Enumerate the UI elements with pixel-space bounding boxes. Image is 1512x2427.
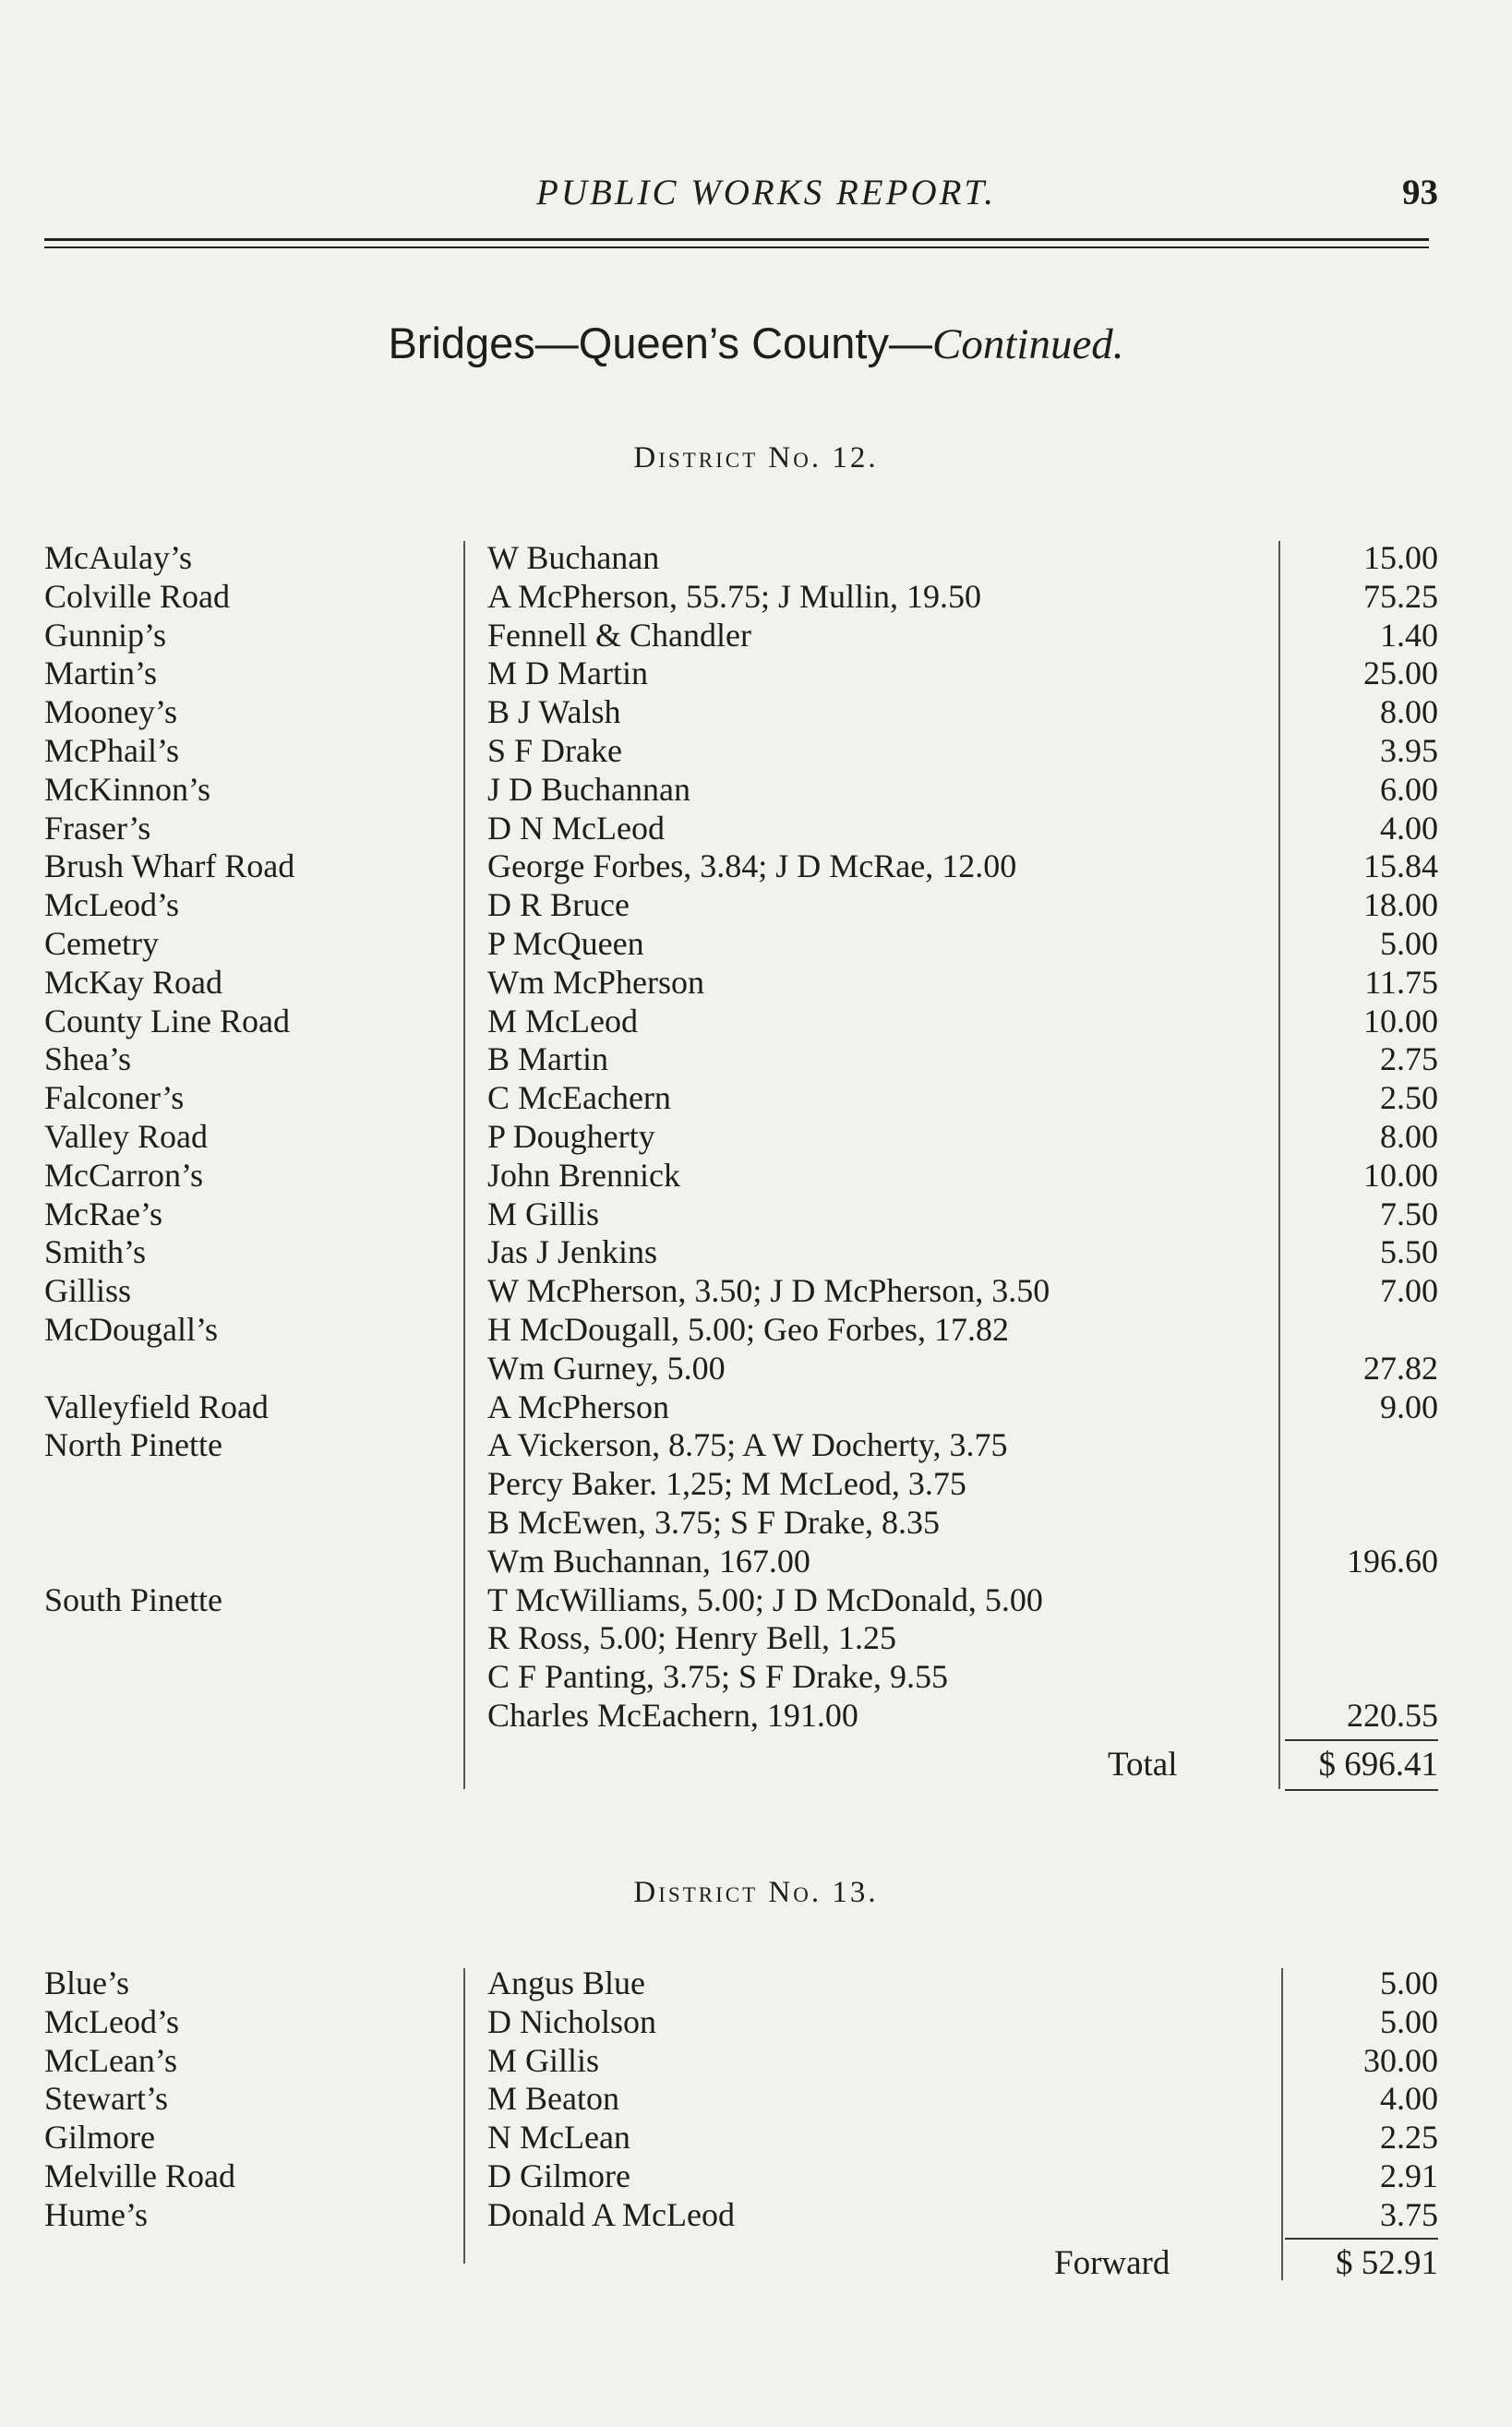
- ledger-row: [44, 1195, 1438, 1234]
- amount: 4.00: [1380, 809, 1438, 847]
- amount: 8.00: [1380, 693, 1438, 731]
- ledger-row: [44, 1658, 1438, 1697]
- ledger-row: [44, 1504, 1438, 1543]
- amount: 2.75: [1380, 1040, 1438, 1078]
- contractor-name: Jas J Jenkins: [487, 1233, 658, 1271]
- ledger-row: [44, 693, 1438, 732]
- section-title-main: Bridges—Queen’s County—: [388, 318, 932, 367]
- contractor-name: S F Drake: [487, 731, 622, 769]
- amount: 4.00: [1380, 2080, 1438, 2118]
- ledger-row: [44, 886, 1438, 925]
- contractor-name: Fennell & Chandler: [487, 616, 751, 654]
- amount: 7.50: [1380, 1195, 1438, 1232]
- amount: 5.00: [1380, 1964, 1438, 2001]
- contractor-name: D Gilmore: [487, 2157, 630, 2194]
- bridge-name: Stewart’s: [44, 2080, 168, 2118]
- total-amount: $ 696.41: [1318, 1746, 1438, 1784]
- amount: 30.00: [1363, 2041, 1438, 2079]
- page-number: 93: [1402, 173, 1438, 212]
- contractor-name: A McPherson: [487, 1388, 669, 1425]
- contractor-name: P McQueen: [487, 924, 644, 962]
- ledger-row: [44, 2042, 1438, 2081]
- ledger-row: [44, 925, 1438, 964]
- district-13-heading: District No. 13.: [633, 1876, 879, 1909]
- bridge-name: McRae’s: [44, 1195, 162, 1232]
- contractor-name: W Buchanan: [487, 539, 660, 576]
- contractor-name: B McEwen, 3.75; S F Drake, 8.35: [487, 1503, 940, 1541]
- contractor-name: John Brennick: [487, 1156, 680, 1194]
- district-12-total-underline: [1285, 1789, 1438, 1791]
- ledger-row: [44, 1426, 1438, 1465]
- bridge-name: Brush Wharf Road: [44, 847, 295, 885]
- amount: 2.91: [1380, 2157, 1438, 2194]
- ledger-row: [44, 1079, 1438, 1118]
- ledger-row: [44, 771, 1438, 810]
- contractor-name: R Ross, 5.00; Henry Bell, 1.25: [487, 1619, 897, 1657]
- ledger-row: [44, 1157, 1438, 1195]
- bridge-name: Shea’s: [44, 1040, 131, 1078]
- district-12-sum-rule: [1285, 1739, 1438, 1741]
- amount: 5.00: [1380, 2002, 1438, 2040]
- contractor-name: Percy Baker. 1,25; M McLeod, 3.75: [487, 1465, 966, 1503]
- contractor-name: Wm Buchannan, 167.00: [487, 1542, 810, 1580]
- forward-label: Forward: [1054, 2244, 1170, 2282]
- ledger-row: [44, 1233, 1438, 1272]
- bridge-name: Valleyfield Road: [44, 1388, 269, 1425]
- contractor-name: P Dougherty: [487, 1117, 655, 1155]
- running-head: PUBLIC WORKS REPORT.: [536, 173, 996, 212]
- contractor-name: Charles McEachern, 191.00: [487, 1696, 858, 1734]
- bridge-name: North Pinette: [44, 1426, 222, 1464]
- ledger-row: [44, 810, 1438, 848]
- amount: 5.50: [1380, 1233, 1438, 1271]
- bridge-name: Smith’s: [44, 1233, 147, 1271]
- ledger-row: [44, 539, 1438, 578]
- ledger-row: [44, 1040, 1438, 1079]
- ledger-row: [44, 2119, 1438, 2157]
- contractor-name: Wm McPherson: [487, 963, 704, 1001]
- ledger-row: [44, 1388, 1438, 1427]
- ledger-row: [44, 1003, 1438, 1041]
- bridge-name: Cemetry: [44, 924, 159, 962]
- ledger-row: [44, 847, 1438, 886]
- contractor-name: J D Buchannan: [487, 770, 690, 808]
- district-12-ledger: [44, 539, 1438, 1736]
- amount: 75.25: [1363, 577, 1438, 615]
- bridge-name: McLeod’s: [44, 886, 179, 924]
- contractor-name: M Gillis: [487, 1195, 600, 1232]
- bridge-name: Hume’s: [44, 2195, 148, 2233]
- ledger-row: [44, 578, 1438, 617]
- district-13-divider-right: [1281, 1968, 1283, 2280]
- ledger-row: [44, 655, 1438, 693]
- amount: 2.50: [1380, 1079, 1438, 1117]
- district-12-divider-right: [1278, 541, 1280, 1789]
- amount: 5.00: [1380, 924, 1438, 962]
- contractor-name: D Nicholson: [487, 2002, 656, 2040]
- header-rule-bottom: [44, 246, 1429, 248]
- ledger-row: [44, 1311, 1438, 1350]
- bridge-name: Gilmore: [44, 2119, 155, 2157]
- forward-amount: $ 52.91: [1336, 2244, 1438, 2282]
- ledger-row: [44, 964, 1438, 1003]
- district-12-heading: District No. 12.: [633, 441, 879, 475]
- bridge-name: Gilliss: [44, 1272, 132, 1310]
- bridge-name: Blue’s: [44, 1964, 130, 2001]
- amount: 18.00: [1363, 886, 1438, 924]
- amount: 27.82: [1363, 1349, 1438, 1387]
- contractor-name: Angus Blue: [487, 1964, 645, 2001]
- bridge-name: McKay Road: [44, 963, 222, 1001]
- contractor-name: D N McLeod: [487, 809, 665, 847]
- amount: 10.00: [1363, 1002, 1438, 1039]
- district-12-divider-left: [463, 541, 465, 1789]
- ledger-row: [44, 1964, 1438, 2003]
- contractor-name: T McWilliams, 5.00; J D McDonald, 5.00: [487, 1580, 1043, 1618]
- contractor-name: Donald A McLeod: [487, 2195, 735, 2233]
- amount: 3.75: [1380, 2195, 1438, 2233]
- ledger-row: [44, 1465, 1438, 1504]
- contractor-name: George Forbes, 3.84; J D McRae, 12.00: [487, 847, 1017, 885]
- bridge-name: McCarron’s: [44, 1156, 203, 1194]
- bridge-name: Valley Road: [44, 1117, 208, 1155]
- bridge-name: McAulay’s: [44, 539, 192, 576]
- contractor-name: D R Bruce: [487, 886, 630, 924]
- district-13-ledger: [44, 1964, 1438, 2235]
- ledger-row: [44, 2196, 1438, 2235]
- ledger-row: [44, 1581, 1438, 1620]
- ledger-row: [44, 1543, 1438, 1581]
- contractor-name: A Vickerson, 8.75; A W Docherty, 3.75: [487, 1426, 1008, 1464]
- bridge-name: McLean’s: [44, 2041, 177, 2079]
- amount: 1.40: [1380, 616, 1438, 654]
- bridge-name: Fraser’s: [44, 809, 151, 847]
- amount: 15.00: [1363, 539, 1438, 576]
- section-title-continued: Continued.: [931, 320, 1124, 368]
- amount: 15.84: [1363, 847, 1438, 885]
- district-13-sum-rule: [1285, 2238, 1438, 2240]
- amount: 10.00: [1363, 1156, 1438, 1194]
- contractor-name: M McLeod: [487, 1002, 638, 1039]
- bridge-name: McPhail’s: [44, 731, 180, 769]
- ledger-row: [44, 1350, 1438, 1388]
- ledger-row: [44, 2080, 1438, 2119]
- district-13-divider-left: [463, 1968, 465, 2264]
- bridge-name: McDougall’s: [44, 1310, 218, 1348]
- bridge-name: South Pinette: [44, 1580, 223, 1618]
- contractor-name: W McPherson, 3.50; J D McPherson, 3.50: [487, 1272, 1050, 1310]
- amount: 9.00: [1380, 1388, 1438, 1425]
- bridge-name: Falconer’s: [44, 1079, 185, 1117]
- amount: 25.00: [1363, 655, 1438, 692]
- amount: 11.75: [1364, 963, 1438, 1001]
- ledger-row: [44, 2157, 1438, 2196]
- ledger-row: [44, 1272, 1438, 1311]
- contractor-name: C McEachern: [487, 1079, 671, 1117]
- contractor-name: M Gillis: [487, 2041, 600, 2079]
- contractor-name: B Martin: [487, 1040, 608, 1078]
- bridge-name: County Line Road: [44, 1002, 290, 1039]
- contractor-name: A McPherson, 55.75; J Mullin, 19.50: [487, 577, 982, 615]
- header-rule-top: [44, 238, 1429, 241]
- contractor-name: H McDougall, 5.00; Geo Forbes, 17.82: [487, 1310, 1009, 1348]
- ledger-row: [44, 1619, 1438, 1658]
- bridge-name: Gunnip’s: [44, 616, 167, 654]
- bridge-name: Melville Road: [44, 2157, 235, 2194]
- bridge-name: McLeod’s: [44, 2002, 179, 2040]
- section-title: [0, 318, 1512, 369]
- contractor-name: M D Martin: [487, 655, 648, 692]
- contractor-name: C F Panting, 3.75; S F Drake, 9.55: [487, 1658, 949, 1696]
- bridge-name: McKinnon’s: [44, 770, 210, 808]
- total-label: Total: [1108, 1746, 1178, 1784]
- amount: 2.25: [1380, 2119, 1438, 2157]
- bridge-name: Mooney’s: [44, 693, 177, 731]
- ledger-row: [44, 1697, 1438, 1736]
- bridge-name: Martin’s: [44, 655, 157, 692]
- amount: 220.55: [1347, 1696, 1438, 1734]
- ledger-row: [44, 2003, 1438, 2042]
- bridge-name: Colville Road: [44, 577, 230, 615]
- amount: 196.60: [1347, 1542, 1438, 1580]
- amount: 7.00: [1380, 1272, 1438, 1310]
- amount: 3.95: [1380, 731, 1438, 769]
- contractor-name: N McLean: [487, 2119, 630, 2157]
- ledger-row: [44, 1118, 1438, 1157]
- contractor-name: M Beaton: [487, 2080, 619, 2118]
- amount: 8.00: [1380, 1117, 1438, 1155]
- contractor-name: B J Walsh: [487, 693, 621, 731]
- ledger-row: [44, 732, 1438, 771]
- amount: 6.00: [1380, 770, 1438, 808]
- contractor-name: Wm Gurney, 5.00: [487, 1349, 726, 1387]
- ledger-row: [44, 617, 1438, 655]
